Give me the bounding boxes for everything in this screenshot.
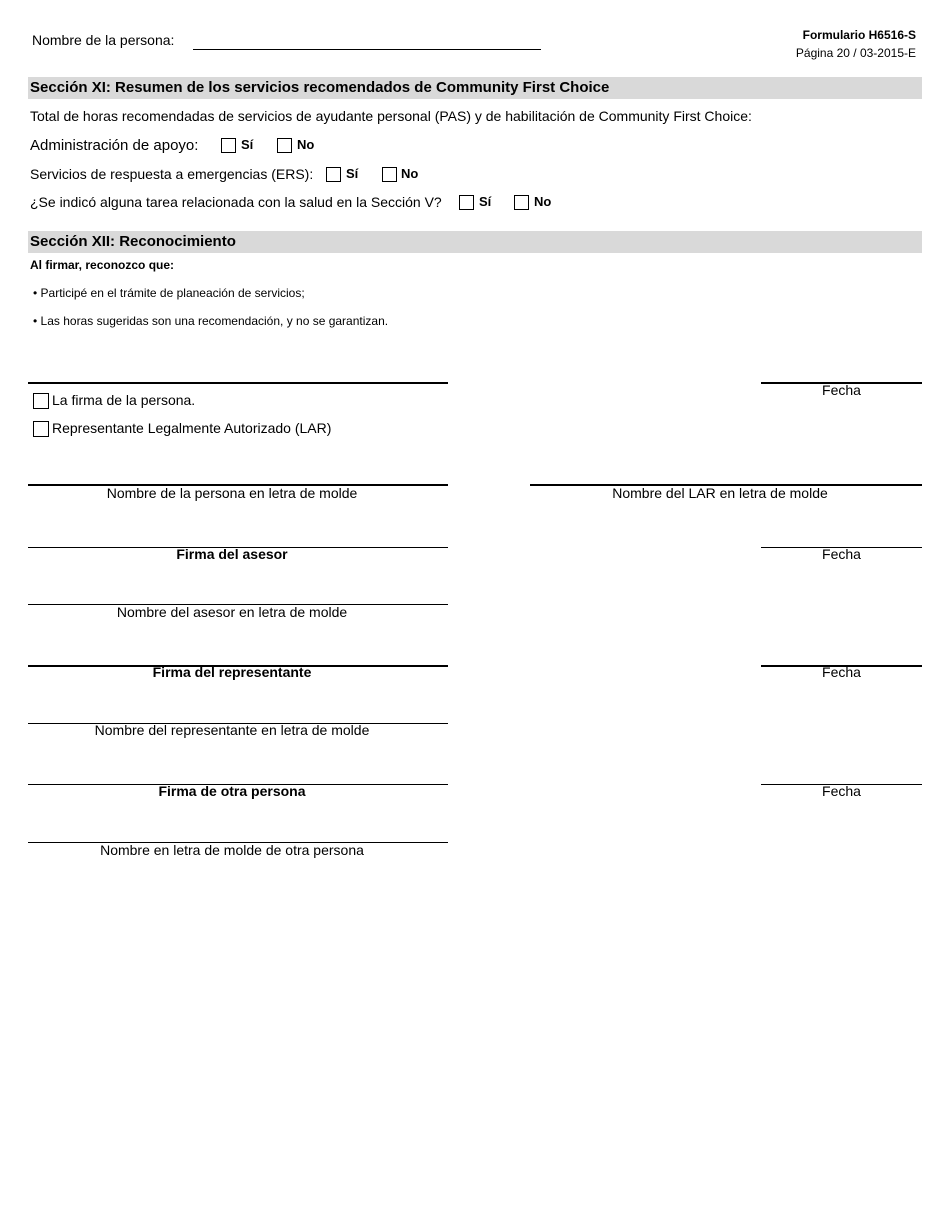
lar-checkbox[interactable] (33, 421, 49, 437)
health-task-yes-checkbox[interactable] (459, 195, 474, 210)
ers-label: Servicios de respuesta a emergencias (ERS): (30, 166, 314, 182)
acknowledge-bullet-1: • Participé en el trámite de planeación de servicios; (33, 286, 305, 300)
other-date-label: Fecha (822, 783, 861, 799)
person-signature-label: La firma de la persona. (52, 392, 196, 408)
person-date-label: Fecha (822, 382, 861, 398)
person-print-name-label: Nombre de la persona en letra de molde (106, 485, 358, 501)
support-admin-yes-label: Sí (241, 137, 254, 152)
rep-signature-label: Firma del representante (152, 664, 312, 680)
advisor-print-name-label: Nombre del asesor en letra de molde (116, 604, 348, 620)
support-admin-no-label: No (297, 137, 315, 152)
health-task-yes-label: Sí (479, 194, 492, 209)
acknowledge-intro: Al firmar, reconozco que: (30, 258, 175, 272)
page-info: Página 20 / 03-2015-E (795, 46, 916, 60)
rep-print-name-label: Nombre del representante en letra de molde (94, 722, 370, 738)
acknowledge-bullet-2: • Las horas sugeridas son una recomendación, y no se garantizan. (33, 314, 389, 328)
form-id: Formulario H6516-S (802, 28, 916, 42)
person-signature-checkbox[interactable] (33, 393, 49, 409)
person-signature-line[interactable] (28, 382, 448, 384)
section-11-title: Sección XI: Resumen de los servicios recomendados de Community First Choice (28, 77, 922, 99)
support-admin-yes-checkbox[interactable] (221, 138, 236, 153)
advisor-signature-label: Firma del asesor (176, 546, 288, 562)
ers-no-label: No (401, 166, 419, 181)
support-admin-no-checkbox[interactable] (277, 138, 292, 153)
lar-label: Representante Legalmente Autorizado (LAR) (52, 420, 332, 436)
support-admin-label: Administración de apoyo: (30, 137, 199, 154)
ers-yes-label: Sí (346, 166, 359, 181)
rep-date-label: Fecha (822, 664, 861, 680)
other-signature-label: Firma de otra persona (158, 783, 306, 799)
ers-no-checkbox[interactable] (382, 167, 397, 182)
health-task-no-label: No (534, 194, 552, 209)
ers-yes-checkbox[interactable] (326, 167, 341, 182)
total-hours-label: Total de horas recomendadas de servicios de ayudante personal (PAS) y de habilitación de Community First Choice: (30, 108, 752, 124)
advisor-date-label: Fecha (822, 546, 861, 562)
person-name-label: Nombre de la persona: (32, 32, 175, 48)
other-print-name-label: Nombre en letra de molde de otra persona (100, 842, 364, 858)
person-name-field[interactable] (193, 49, 541, 50)
health-task-no-checkbox[interactable] (514, 195, 529, 210)
lar-print-name-label: Nombre del LAR en letra de molde (612, 485, 828, 501)
section-12-title: Sección XII: Reconocimiento (28, 231, 922, 253)
health-task-label: ¿Se indicó alguna tarea relacionada con la salud en la Sección V? (30, 194, 442, 210)
